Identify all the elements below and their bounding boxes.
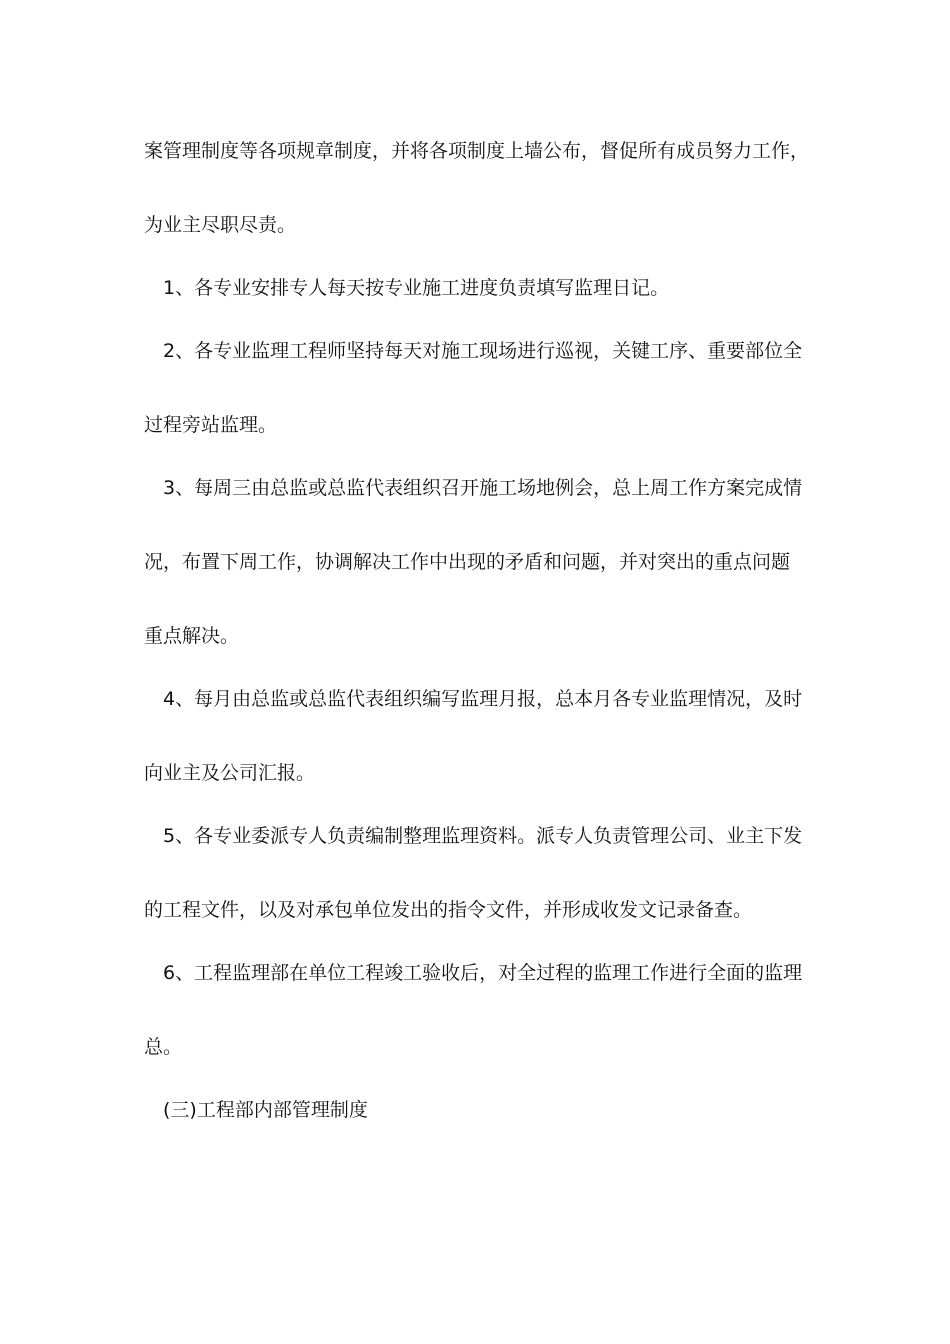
text-line: 案管理制度等各项规章制度，并将各项制度上墙公布，督促所有成员努力工作， — [144, 140, 810, 162]
text-line: 重点解决。 — [144, 625, 240, 647]
text-line: 况，布置下周工作，协调解决工作中出现的矛盾和问题，并对突出的重点问题 — [144, 551, 791, 573]
list-item-6: 6、工程监理部在单位工程竣工验收后，对全过程的监理工作进行全面的监理 — [163, 962, 803, 984]
list-item-1: 1、各专业安排专人每天按专业施工进度负责填写监理日记。 — [163, 277, 670, 299]
list-item-5: 5、各专业委派专人负责编制整理监理资料。派专人负责管理公司、业主下发 — [163, 825, 803, 847]
list-item-2: 2、各专业监理工程师坚持每天对施工现场进行巡视，关键工序、重要部位全 — [163, 340, 803, 362]
text-line: 的工程文件，以及对承包单位发出的指令文件，并形成收发文记录备查。 — [144, 899, 753, 921]
text-line: 为业主尽职尽责。 — [144, 214, 297, 236]
list-item-4: 4、每月由总监或总监代表组织编写监理月报，总本月各专业监理情况，及时 — [163, 688, 803, 710]
text-line: 向业主及公司汇报。 — [144, 762, 316, 784]
text-line: 总。 — [144, 1036, 183, 1058]
section-heading: (三)工程部内部管理制度 — [163, 1099, 368, 1121]
text-line: 过程旁站监理。 — [144, 414, 278, 436]
list-item-3: 3、每周三由总监或总监代表组织召开施工场地例会，总上周工作方案完成情 — [163, 477, 803, 499]
